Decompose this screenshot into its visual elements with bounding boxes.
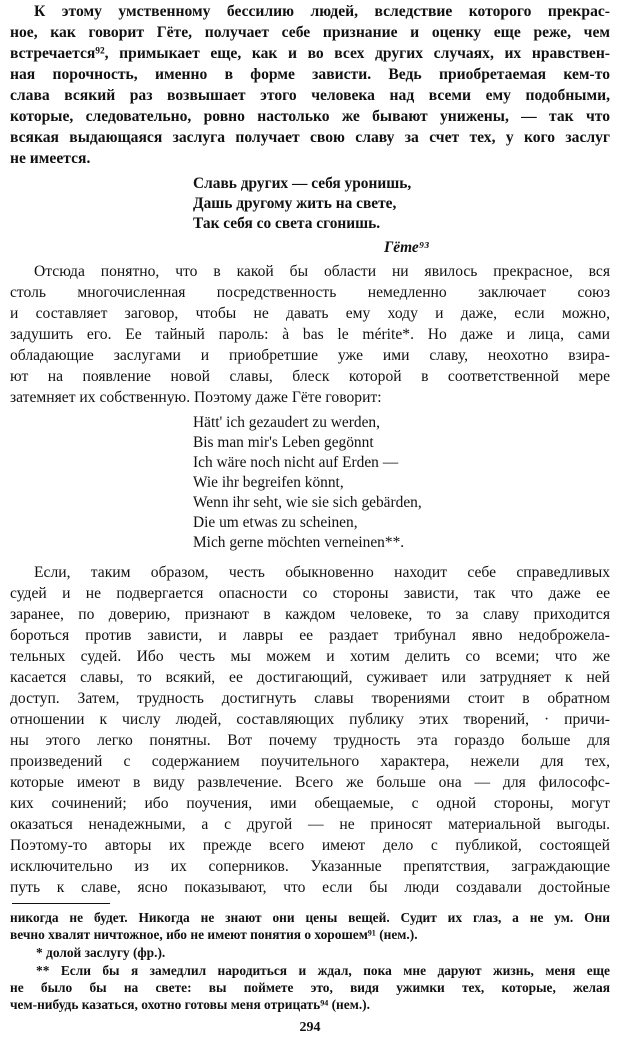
- text-line: слава всякий раз возвышает этого человека над всеми ему подобными,: [10, 87, 610, 104]
- poem-line: Die um etwas zu scheinen,: [193, 514, 358, 531]
- poem-line: Ich wäre noch nicht auf Erden —: [193, 454, 399, 471]
- text-line: произведений с содержанием поучительного характера, нежели для тех,: [10, 753, 610, 770]
- poem-line: Wenn ihr seht, wie sie sich gebärden,: [193, 494, 422, 511]
- poem-line: Дашь другому жить на свете,: [193, 195, 397, 212]
- text-line: столь многочисленная посредственность немедленно заключает союз: [10, 284, 610, 301]
- text-line: всякая выдающаяся заслуга получает свою славу за счет тех, у кого заслуг: [10, 129, 610, 146]
- footnote-divider: [12, 903, 110, 904]
- text-line: отношении к числу людей, составляющих публику этих творений, · причи-: [10, 711, 610, 728]
- text-line: Если, таким образом, честь обыкновенно находит себе справедливых: [34, 564, 610, 581]
- footnote-line: никогда не будет. Никогда не знают они цены вещей. Судит их глаз, а не ум. Они: [10, 910, 610, 925]
- poem-line: Hätt' ich gezaudert zu werden,: [193, 414, 380, 431]
- poem-line: Bis man mir's Leben gegönnt: [193, 434, 374, 451]
- text-line: ют на появление новой славы, блеск которой в соответственной мере: [10, 368, 610, 385]
- footnote-line: чем-нибудь казаться, охотно готовы меня отрицать⁹⁴ (нем.).: [10, 997, 370, 1012]
- footnote-line: ** Если бы я замедлил народиться и ждал, пока мне даруют жизнь, меня еще: [36, 963, 610, 978]
- poem-line: Mich gerne möchten verneinen**.: [193, 534, 405, 551]
- text-line: К этому умственному бессилию людей, вследствие которого прекрас-: [34, 3, 610, 20]
- poem-attribution: Гёте⁹³: [384, 239, 429, 256]
- text-line: Отсюда понятно, что в какой бы области ни явилось прекрасное, вся: [34, 263, 610, 280]
- text-line: которые, следовательно, ровно настолько же бывают унижены, — так что: [10, 108, 610, 125]
- text-line: бороться против зависти, и лавры ее раздает трибунал явно недоброжела-: [10, 627, 610, 644]
- text-line: не имеется.: [10, 150, 91, 167]
- poem-line: Славь других — себя уронишь,: [193, 175, 412, 192]
- footnote-line: * долой заслугу (фр.).: [36, 945, 166, 960]
- text-line: встречается⁹², примыкает еще, как и во всех других случаях, их нравствен-: [10, 45, 610, 62]
- text-line: оказаться ненадежными, а с другой — не приносят материальной выгоды.: [10, 816, 610, 833]
- text-line: доступ. Затем, трудность достигнуть славы творениями стоит в обратном: [10, 690, 610, 707]
- text-line: ны этого легко понятны. Вот почему трудность эта гораздо больше для: [10, 732, 610, 749]
- text-line: судей и не подвергается опасности со стороны зависти, так что даже ее: [10, 585, 610, 602]
- text-line: путь к славе, ясно показывают, что если бы люди создавали достойные: [10, 879, 610, 896]
- text-line: заранее, по доверию, признают в каждом человеке, то за славу приходится: [10, 606, 610, 623]
- text-line: ное, как говорит Гёте, получает себе признание и оценку еще реже, чем: [10, 24, 610, 41]
- text-line: тельных судей. Ибо честь мы можем и хотим делить со всеми; что же: [10, 648, 610, 665]
- text-line: обладающие заслугами и приобретшие уже ими славу, неохотно взира-: [10, 347, 610, 364]
- poem-line: Wie ihr begreifen könnt,: [193, 474, 344, 491]
- text-line: касается славы, то всякий, ее достигающий, суживает или затрудняет к ней: [10, 669, 610, 686]
- text-line: задушить его. Ее тайный пароль: à bas le mérite*. Но даже и лица, сами: [10, 326, 610, 343]
- text-line: Поэтому-то авторы их прежде всего имеют дело с публикой, состоящей: [10, 837, 610, 854]
- poem-line: Так себя со света сгонишь.: [193, 215, 381, 232]
- text-line: ная порочность, именно в форме зависти. Ведь приобретаемая кем-то: [10, 66, 610, 83]
- footnote-line: вечно хвалят ничтожное, ибо не имеют понятия о хорошем⁹¹ (нем.).: [10, 927, 418, 942]
- text-line: ких сочинений; ибо поучения, ими обещаемые, с одной стороны, могут: [10, 795, 610, 812]
- text-line: которые имеют в виду развлечение. Всего же больше она — для философс-: [10, 774, 610, 791]
- footnote-line: не было бы на свете: вы поймете это, видя ужимки тех, которые, желая: [10, 980, 610, 995]
- text-line: и составляет заговор, чтобы не давать ему ходу и даже, если можно,: [10, 305, 610, 322]
- page-number: 294: [299, 1020, 321, 1035]
- text-line: исключительно из их соперников. Указанные препятствия, заграждающие: [10, 858, 610, 875]
- text-line: затемняет их собственную. Поэтому даже Гёте говорит:: [10, 389, 382, 406]
